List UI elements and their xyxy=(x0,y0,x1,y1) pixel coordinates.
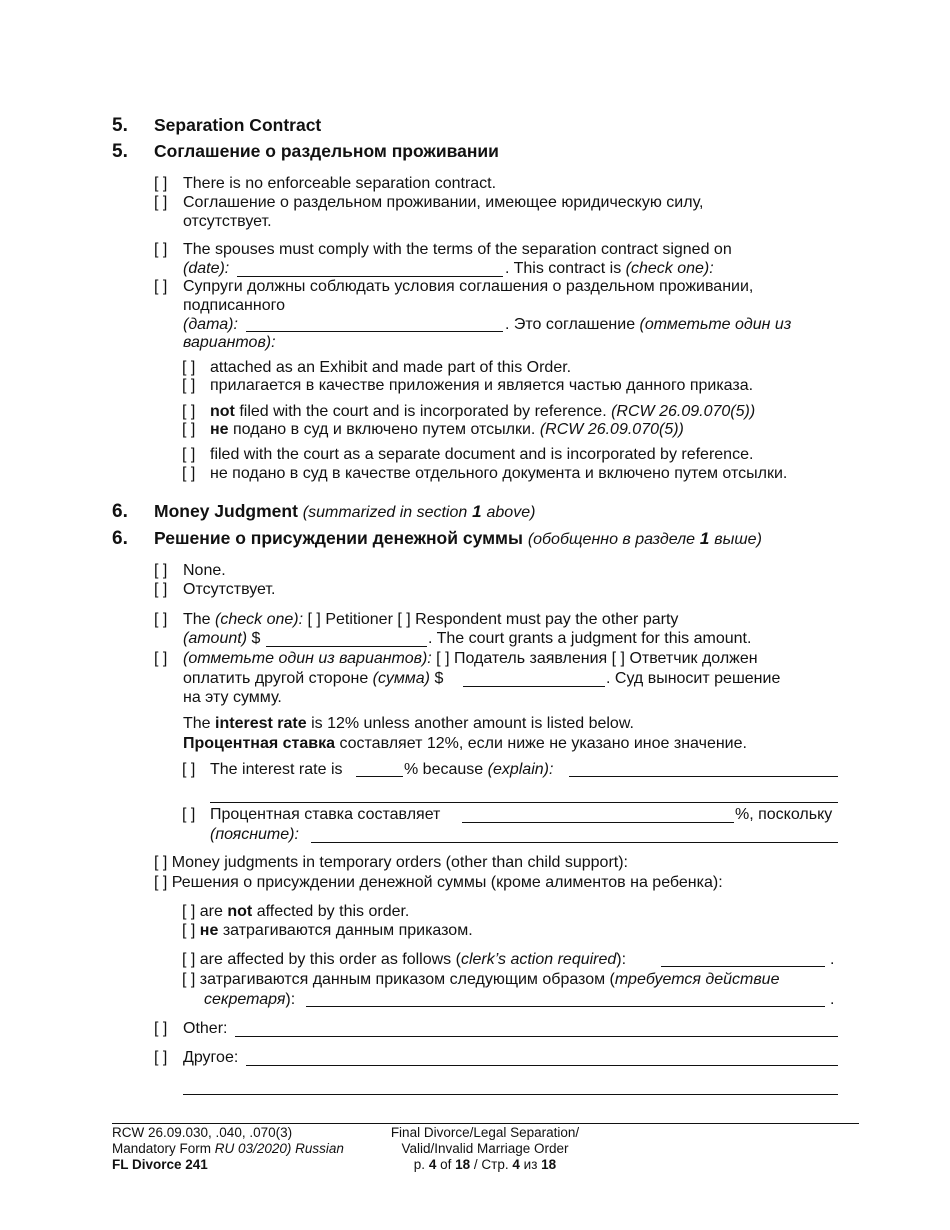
explain-label-ru: (поясните): xyxy=(210,826,299,843)
section-5-title-en: Separation Contract xyxy=(154,115,322,135)
checkbox-must-pay-en[interactable]: [ ] xyxy=(154,611,168,628)
section-6-title-ru: Решение о присуждении денежной суммы (обобщенно в разделе 1 выше) xyxy=(154,528,762,548)
amount-field-en[interactable] xyxy=(266,646,427,647)
checkbox-other-ru[interactable]: [ ] xyxy=(154,1049,168,1066)
attached-ru: прилагается в качестве приложения и является частью данного приказа. xyxy=(210,377,754,394)
rate-percent-ru: %, поскольку xyxy=(735,806,833,823)
comply-ru-1: Супруги должны соблюдать условия соглашения о раздельном проживании, xyxy=(183,278,754,295)
must-pay-ru: (отметьте один из вариантов): [ ] Податель заявления [ ] Ответчик должен xyxy=(183,650,758,667)
footer-form-id: FL Divorce 241 xyxy=(112,1157,208,1172)
checkbox-must-pay-ru[interactable]: [ ] xyxy=(154,650,168,667)
section-6-number-ru: 6. xyxy=(112,528,128,549)
other-field-ru-2[interactable] xyxy=(183,1094,838,1095)
filed-en: filed with the court as a separate document and is incorporated by reference. xyxy=(210,446,754,463)
interest-rate-en: The interest rate is 12% unless another amount is listed below. xyxy=(183,715,634,732)
checkbox-none-ru[interactable]: [ ] xyxy=(154,581,168,598)
affected-follows-ru-2: секретаря): xyxy=(204,991,296,1008)
rate-percent-field-en[interactable] xyxy=(356,776,403,777)
follows-dot-ru: . xyxy=(830,991,835,1008)
amount-label-ru: оплатить другой стороне (сумма) $ xyxy=(183,670,444,687)
amount-label-en: (amount) $ xyxy=(183,630,261,647)
contract-is-en: . This contract is (check one): xyxy=(505,260,714,277)
checkbox-comply-en[interactable]: [ ] xyxy=(154,241,168,258)
date-field-ru[interactable] xyxy=(246,331,503,332)
section-6-title-en: Money Judgment (summarized in section 1 above) xyxy=(154,501,536,521)
follows-dot-en: . xyxy=(830,951,835,968)
other-field-ru[interactable] xyxy=(246,1065,838,1066)
check-one-ru-2: вариантов): xyxy=(183,334,276,351)
not-affected-en[interactable]: [ ] are not affected by this order. xyxy=(182,903,410,920)
filed-ru: не подано в суд в качестве отдельного документа и включено путем отсылки. xyxy=(210,465,788,482)
temp-orders-ru[interactable]: [ ] Решения о присуждении денежной суммы (кроме алиментов на ребенка): xyxy=(154,874,723,891)
other-field-en[interactable] xyxy=(235,1036,838,1037)
rate-label-en: The interest rate is xyxy=(210,761,343,778)
attached-en: attached as an Exhibit and made part of this Order. xyxy=(210,359,572,376)
checkbox-none-en[interactable]: [ ] xyxy=(154,562,168,579)
temp-orders-en[interactable]: [ ] Money judgments in temporary orders (other than child support): xyxy=(154,854,628,871)
not-filed-ru: не подано в суд и включено путем отсылки. (RCW 26.09.070(5)) xyxy=(210,421,684,438)
checkbox-no-contract-ru[interactable]: [ ] xyxy=(154,194,168,211)
explain-field-ru[interactable] xyxy=(311,842,838,843)
explain-field-en[interactable] xyxy=(569,776,838,777)
no-contract-en: There is no enforceable separation contract. xyxy=(183,175,497,192)
must-pay-en: The (check one): [ ] Petitioner [ ] Respondent must pay the other party xyxy=(183,611,679,628)
section-5-title-ru: Соглашение о раздельном проживании xyxy=(154,141,499,161)
affected-follows-en[interactable]: [ ] are affected by this order as follows (clerk’s action required): xyxy=(182,951,627,968)
footer-form: Mandatory Form RU 03/2020) Russian xyxy=(112,1141,344,1156)
comply-ru-2: подписанного xyxy=(183,297,285,314)
footer-title-2: Valid/Invalid Marriage Order xyxy=(401,1141,569,1156)
checkbox-other-en[interactable]: [ ] xyxy=(154,1020,168,1037)
footer-page-number: p. 4 of 18 / Стр. 4 из 18 xyxy=(413,1157,557,1172)
footer-rule xyxy=(112,1123,859,1124)
date-label-ru: (дата): xyxy=(183,316,238,333)
grants-ru-2: на эту сумму. xyxy=(183,689,282,706)
other-label-en: Other: xyxy=(183,1020,228,1037)
affected-follows-ru[interactable]: [ ] затрагиваются данным приказом следующим образом (требуется действие xyxy=(182,971,780,988)
section-5-number: 5. xyxy=(112,115,128,136)
follows-field-en[interactable] xyxy=(661,966,825,967)
footer-title-1: Final Divorce/Legal Separation/ xyxy=(390,1125,580,1140)
no-contract-ru-1: Соглашение о раздельном проживании, имеющее юридическую силу, xyxy=(183,194,704,211)
other-label-ru: Другое: xyxy=(183,1049,239,1066)
grants-en: . The court grants a judgment for this amount. xyxy=(428,630,752,647)
checkbox-rate-en[interactable]: [ ] xyxy=(182,761,196,778)
none-ru: Отсутствует. xyxy=(183,581,276,598)
checkbox-not-filed-ru[interactable]: [ ] xyxy=(182,421,196,438)
follows-field-ru[interactable] xyxy=(306,1006,825,1007)
interest-rate-ru: Процентная ставка составляет 12%, если ниже не указано иное значение. xyxy=(183,735,747,752)
checkbox-rate-ru[interactable]: [ ] xyxy=(182,806,196,823)
rate-label-ru: Процентная ставка составляет xyxy=(210,806,441,823)
checkbox-attached-en[interactable]: [ ] xyxy=(182,359,196,376)
comply-en: The spouses must comply with the terms of the separation contract signed on xyxy=(183,241,732,258)
contract-ru: . Это соглашение (отметьте один из xyxy=(505,316,792,333)
checkbox-attached-ru[interactable]: [ ] xyxy=(182,377,196,394)
checkbox-no-contract-en[interactable]: [ ] xyxy=(154,175,168,192)
amount-field-ru[interactable] xyxy=(463,686,605,687)
grants-ru: . Суд выносит решение xyxy=(606,670,781,687)
footer-rcw: RCW 26.09.030, .040, .070(3) xyxy=(112,1125,293,1140)
section-6-number: 6. xyxy=(112,501,128,522)
rate-because-en: % because (explain): xyxy=(404,761,554,778)
checkbox-filed-ru[interactable]: [ ] xyxy=(182,465,196,482)
checkbox-not-filed-en[interactable]: [ ] xyxy=(182,403,196,420)
not-filed-en: not filed with the court and is incorporated by reference. (RCW 26.09.070(5)) xyxy=(210,403,756,420)
none-en: None. xyxy=(183,562,226,579)
explain-field-en-2[interactable] xyxy=(210,802,838,803)
checkbox-filed-en[interactable]: [ ] xyxy=(182,446,196,463)
rate-percent-field-ru[interactable] xyxy=(462,822,734,823)
no-contract-ru-2: отсутствует. xyxy=(183,213,272,230)
checkbox-comply-ru[interactable]: [ ] xyxy=(154,278,168,295)
section-5-number-ru: 5. xyxy=(112,141,128,162)
not-affected-ru[interactable]: [ ] не затрагиваются данным приказом. xyxy=(182,922,473,939)
date-label-en: (date): xyxy=(183,260,230,277)
